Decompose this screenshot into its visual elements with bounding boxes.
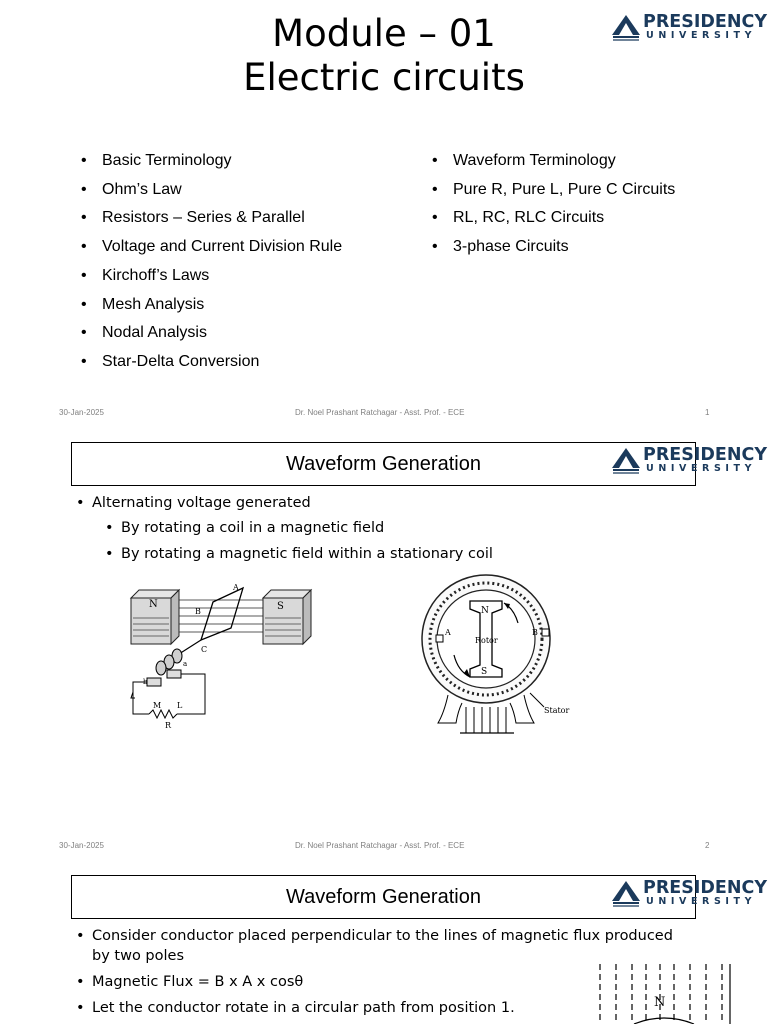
slide-2-title: Waveform Generation xyxy=(71,442,696,486)
flux-lines-figure xyxy=(594,960,744,1024)
bullet-conductor-perpendicular: • Consider conductor placed perpendicular to the lines of magnetic flux produced by two poles xyxy=(76,928,673,964)
topic-item: • RL, RC, RLC Circuits xyxy=(432,204,675,233)
topic-item: • Mesh Analysis xyxy=(81,291,342,320)
svg-text:M: M xyxy=(153,701,162,710)
svg-text:b: b xyxy=(143,678,148,686)
topic-item: • Resistors – Series & Parallel xyxy=(81,204,342,233)
bullet-conductor-rotate: • Let the conductor rotate in a circular path from position 1. xyxy=(76,1000,515,1016)
slide-1-title-line-2: Electric circuits xyxy=(243,56,525,99)
slide-1-title-line-1: Module – 01 xyxy=(272,12,496,55)
sub-bullet-rotating-field: • By rotating a magnetic field within a stationary coil xyxy=(105,546,493,562)
topic-item: • Waveform Terminology xyxy=(432,147,675,176)
svg-text:Stator: Stator xyxy=(544,706,570,715)
svg-text:L: L xyxy=(177,701,183,710)
svg-text:R: R xyxy=(165,721,172,730)
svg-text:A: A xyxy=(233,583,239,592)
topic-item: • Voltage and Current Division Rule xyxy=(81,233,342,262)
svg-text:S: S xyxy=(481,667,488,677)
logo-sub-text: UNIVERSITY xyxy=(646,896,757,907)
logo-brand-text: PRESIDENCY xyxy=(643,12,768,32)
topic-item: • 3-phase Circuits xyxy=(432,233,675,262)
footer-page-number: 2 xyxy=(705,841,710,850)
svg-text:S: S xyxy=(277,601,284,612)
topic-item: • Ohm’s Law xyxy=(81,176,342,205)
topic-item: • Basic Terminology xyxy=(81,147,342,176)
topic-item: • Nodal Analysis xyxy=(81,319,342,348)
footer-date: 30-Jan-2025 xyxy=(59,841,104,850)
presidency-logo xyxy=(610,878,768,911)
svg-text:a: a xyxy=(183,660,188,668)
footer-author: Dr. Noel Prashant Ratchagar - Asst. Prof. - ECE xyxy=(295,841,465,850)
svg-text:N: N xyxy=(149,599,158,610)
footer-author: Dr. Noel Prashant Ratchagar - Asst. Prof. - ECE xyxy=(295,408,465,417)
logo-sub-text: UNIVERSITY xyxy=(646,30,757,41)
bullet-magnetic-flux: • Magnetic Flux = B x A x cosθ xyxy=(76,974,304,990)
svg-text:B: B xyxy=(195,607,201,616)
footer-date: 30-Jan-2025 xyxy=(59,408,104,417)
svg-text:A: A xyxy=(445,628,451,637)
footer-page-number: 1 xyxy=(705,408,710,417)
svg-text:N: N xyxy=(654,995,666,1010)
svg-text:C: C xyxy=(201,645,208,654)
logo-brand-text: PRESIDENCY xyxy=(643,878,768,898)
logo-brand-text: PRESIDENCY xyxy=(643,445,768,465)
sub-bullet-rotating-coil: • By rotating a coil in a magnetic field xyxy=(105,520,385,536)
svg-text:N: N xyxy=(481,606,489,616)
topic-item: • Kirchoff’s Laws xyxy=(81,262,342,291)
topic-item: • Star-Delta Conversion xyxy=(81,348,342,377)
mountain-logo-icon xyxy=(610,879,644,907)
bullet-alternating-voltage: • Alternating voltage generated xyxy=(76,495,311,511)
svg-text:Rotor: Rotor xyxy=(475,636,498,645)
logo-sub-text: UNIVERSITY xyxy=(646,463,757,474)
slide-3-title: Waveform Generation xyxy=(71,875,696,919)
topic-item: • Pure R, Pure L, Pure C Circuits xyxy=(432,176,675,205)
svg-text:B: B xyxy=(532,628,538,637)
